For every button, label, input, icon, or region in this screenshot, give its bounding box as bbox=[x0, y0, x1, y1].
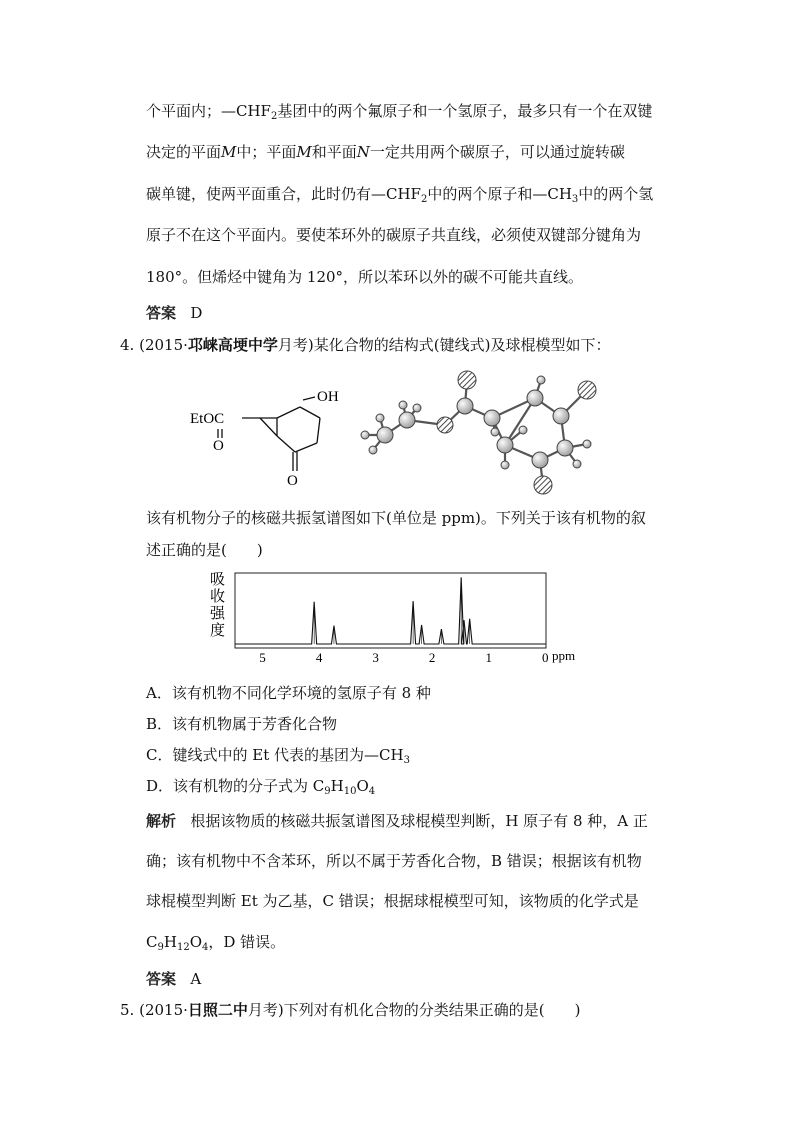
prev-line-4: 原子不在这个平面内。要使苯环外的碳原子共直线，必须使双键部分键角为 bbox=[146, 226, 642, 244]
y-label-char: 度 bbox=[210, 623, 226, 639]
answer-value: D bbox=[190, 304, 203, 322]
x-tick-label: 4 bbox=[315, 650, 323, 665]
question-source: 邛崃高埂中学 bbox=[187, 336, 278, 354]
y-axis-label bbox=[210, 571, 226, 639]
ball-and-stick-model bbox=[355, 370, 605, 500]
ester-o-label: O bbox=[213, 438, 224, 454]
option-c: C．键线式中的 Et 代表的基团为$—CH_3$ bbox=[146, 746, 410, 766]
etoc-label: EtOC bbox=[190, 411, 225, 427]
analysis-line-2: 确；该有机物中不含苯环，所以不属于芳香化合物，B 错误；根据该有机物 bbox=[146, 852, 642, 870]
question-source: 日照二中 bbox=[187, 1001, 248, 1019]
question-number: 5. bbox=[120, 1001, 135, 1019]
question-4-stem: 4. (2015·邛崃高埂中学月考)某化合物的结构式(键线式)及球棍模型如下： bbox=[120, 336, 611, 354]
analysis-line-1: 解析 根据该物质的核磁共振氢谱图及球棍模型判断，H 原子有 8 种，A 正 bbox=[146, 812, 648, 830]
question-5-stem: 5. (2015·日照二中月考)下列对有机化合物的分类结果正确的是( ) bbox=[120, 1001, 581, 1019]
y-label-char: 收 bbox=[210, 589, 226, 605]
nmr-intro-2: 述正确的是( ) bbox=[146, 541, 263, 559]
analysis-line-3: 球棍模型判断 Et 为乙基，C 错误；根据球棍模型可知，该物质的化学式是 bbox=[146, 892, 639, 910]
spectrum-trace bbox=[235, 577, 546, 644]
answer-label: 答案 bbox=[146, 970, 177, 988]
q4-answer bbox=[146, 969, 201, 989]
skeletal-structure bbox=[185, 385, 355, 495]
prev-line-3: 碳单键，使两平面重合，此时仍有$—CHF_2$中的两个原子和$—CH_3$中的两个氢 bbox=[146, 185, 654, 205]
prev-line-1: 个平面内；$—CHF_2$基团中的两个氟原子和一个氢原子，最多只有一个在双键 bbox=[146, 102, 653, 122]
prev-answer bbox=[146, 303, 202, 323]
answer-value: A bbox=[190, 970, 202, 988]
x-tick-label: 1 bbox=[485, 650, 492, 665]
y-label-char: 吸 bbox=[210, 572, 226, 588]
prev-line-5: 180°。但烯烃中键角为 120°，所以苯环以外的碳不可能共直线。 bbox=[146, 268, 584, 286]
nmr-spectrum-chart bbox=[200, 568, 600, 668]
y-label-char: 强 bbox=[210, 606, 226, 622]
analysis-line-4: $C_9H_{12}O_4$，D 错误。 bbox=[146, 933, 286, 953]
answer-label: 答案 bbox=[146, 304, 177, 322]
x-tick-label: 5 bbox=[259, 650, 266, 665]
nmr-intro-1: 该有机物分子的核磁共振氢谱图如下(单位是 ppm)。下列关于该有机物的叙 bbox=[146, 509, 646, 527]
option-a: A．该有机物不同化学环境的氢原子有 8 种 bbox=[146, 684, 431, 702]
ketone-o-label: O bbox=[287, 473, 298, 489]
x-tick-label: 2 bbox=[428, 650, 436, 665]
x-tick-label: 0 bbox=[542, 650, 549, 665]
prev-line-2: 决定的平面M中；平面M和平面N一定共用两个碳原子，可以通过旋转碳 bbox=[146, 143, 625, 161]
chart-frame bbox=[235, 573, 546, 648]
option-d: D．该有机物的分子式为 $C_9H_{10}O_4$ bbox=[146, 777, 376, 797]
question-number: 4. bbox=[120, 336, 135, 354]
x-axis-label: ppm bbox=[552, 648, 576, 663]
analysis-label: 解析 bbox=[146, 812, 177, 830]
x-tick-label: 3 bbox=[372, 650, 379, 665]
option-b: B．该有机物属于芳香化合物 bbox=[146, 715, 338, 733]
hydroxyl-label: OH bbox=[317, 389, 339, 405]
